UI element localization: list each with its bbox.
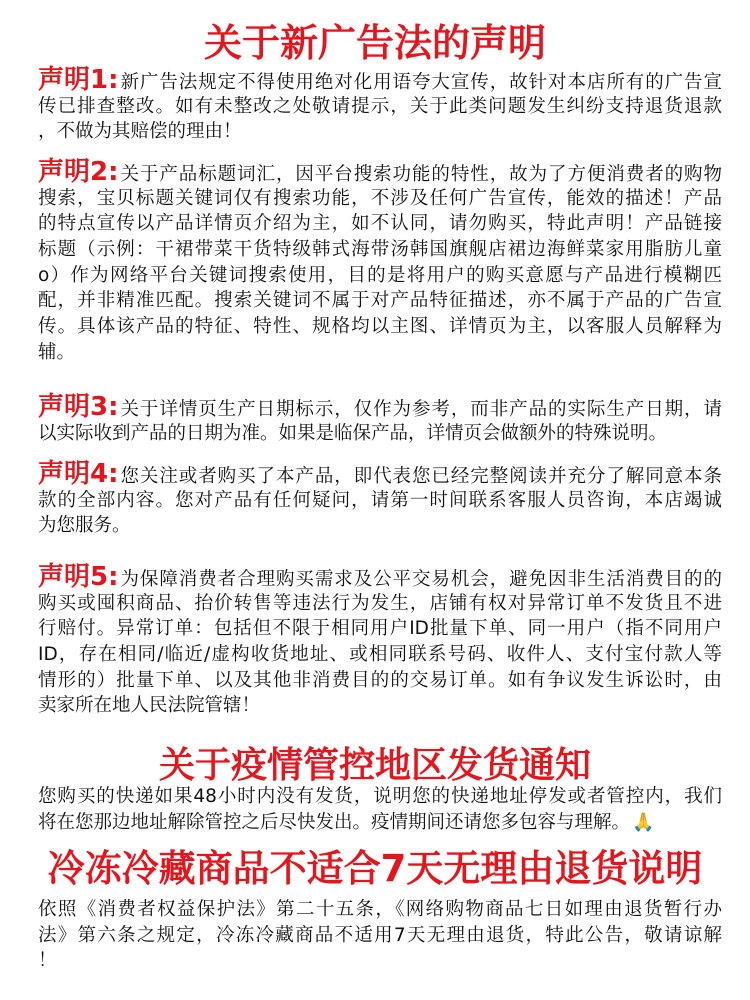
- declaration-5: [38, 562, 722, 719]
- text-line: 标题（示例：干裙带菜干货特级韩式海带汤韩国旗舰店裙边海鲜菜家用脂肪儿童: [38, 239, 722, 261]
- declaration-1: [38, 65, 722, 145]
- text-line: 以实际收到产品的日期为准。如果是临保产品，详情页会做额外的特殊说明。: [38, 422, 668, 444]
- text-line: 款的全部内容。您对产品有任何疑问，请第一时间联系客服人员咨询，本店竭诚: [38, 489, 722, 511]
- text-line-content: 关于详情页生产日期标示，仅作为参考，而非产品的实际生产日期，请: [120, 399, 722, 420]
- text-line: [38, 810, 722, 836]
- text-line: 购买或囤积商品、抬价转售等违法行为发生，店铺有权对异常订单不发货且不进: [38, 592, 722, 614]
- text-line: ID，存在相同/临近/虚构收货地址、或相同联系号码、收件人、支付宝付款人等: [38, 644, 722, 666]
- text-line: 卖家所在地人民法院管辖！: [38, 695, 261, 717]
- declaration-label: 声明3:: [38, 392, 119, 422]
- declaration-label: 声明4:: [38, 459, 119, 489]
- declaration-2: [38, 157, 722, 366]
- text-line: 依照《消费者权益保护法》第二十五条，《网络购物商品七日如理由退货暂行办: [38, 899, 722, 920]
- frozen-notice: [38, 897, 722, 974]
- frozen-heading: 冷冻冷藏商品不适合7天无理由退货说明: [47, 847, 703, 890]
- text-line: 的特点宣传以产品详情页介绍为主，如不认同，请勿购买，特此声明！产品链接: [38, 213, 722, 235]
- text-line: 为您服务。: [38, 515, 131, 537]
- epidemic-heading: 关于疫情管控地区发货通知: [158, 745, 591, 786]
- text-line: [38, 562, 722, 592]
- text-line: 您购买的快递如果48小时内没有发货，说明您的快递地址停发或者管控内，我们: [38, 786, 722, 807]
- text-line-content: 关于产品标题词汇，因平台搜索功能的特性，故为了方便消费者的购物: [120, 164, 722, 185]
- text-line: o）作为网络平台关键词搜索使用，目的是将用户的购买意愿与产品进行模糊匹: [38, 264, 722, 286]
- text-line-content: 将在您那边地址解除管控之后尽快发出。疫情期间还请您多包容与理解。: [38, 811, 631, 833]
- page-title: 关于新广告法的声明: [203, 21, 546, 65]
- text-line: 行赔付。异常订单：包括但不限于相同用户ID批量下单、同一用户（指不同用户: [38, 618, 722, 640]
- text-line: 传。具体该产品的特征、特性、规格均以主图、详情页为主，以客服人员解释为: [38, 316, 722, 338]
- text-line: 辅。: [38, 341, 76, 363]
- text-line: [38, 459, 722, 489]
- declaration-label: 声明1:: [38, 65, 119, 95]
- text-line: 搜索，宝贝标题关键词仅有搜索功能，不涉及任何广告宣传，能效的描述！产品: [38, 187, 722, 209]
- text-line: 情形的）批量下单、以及其他非消费目的的交易订单。如有争议发生诉讼时，由: [38, 669, 722, 691]
- declaration-label: 声明5:: [38, 562, 119, 592]
- epidemic-notice: [38, 784, 722, 835]
- text-line-content: 新广告法规定不得使用绝对化用语夸大宣传，故针对本店所有的广告宣: [120, 72, 722, 93]
- text-line: 法》第六条之规定，冷冻冷藏商品不适用7天无理由退货，特此公告，敬请谅解: [38, 924, 722, 946]
- text-line: 传已排查整改。如有未整改之处敬请提示，关于此类问题发生纠纷支持退货退款: [38, 95, 722, 117]
- declaration-label: 声明2:: [38, 157, 119, 187]
- text-line: 配，并非精准匹配。搜索关键词不属于对产品特征描述，亦不属于产品的广告宣: [38, 290, 722, 312]
- text-line: ，不做为其赔偿的理由！: [38, 121, 242, 143]
- text-line-content: 为保障消费者合理购买需求及公平交易机会，避免因非生活消费目的的: [120, 569, 722, 590]
- text-line: [38, 157, 722, 187]
- text-line: [38, 392, 722, 422]
- text-line-content: 您关注或者购买了本产品，即代表您已经完整阅读并充分了解同意本条: [120, 466, 722, 487]
- text-line: [38, 65, 722, 95]
- declaration-4: [38, 459, 722, 539]
- declaration-3: [38, 392, 722, 446]
- text-line: ！: [38, 950, 57, 972]
- praying-hands-icon: 🙏: [632, 811, 655, 833]
